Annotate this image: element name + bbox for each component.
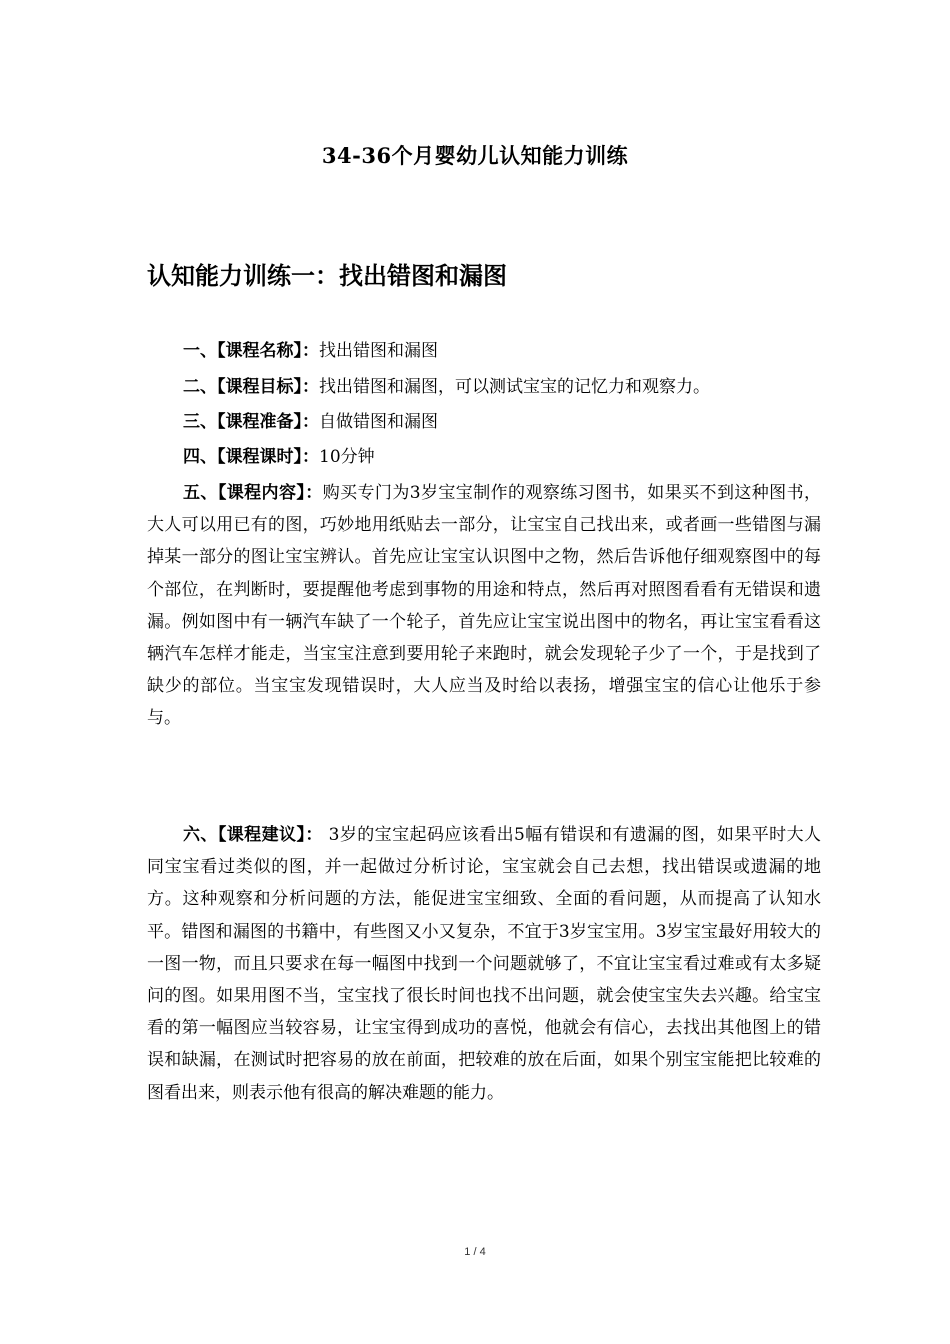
course-advice-label: 六、【课程建议】：: [183, 825, 323, 845]
course-name-item: [183, 340, 438, 362]
course-preparation-label: 三、【课程准备】：: [183, 412, 319, 432]
page-number: 1 / 4: [464, 1246, 486, 1258]
course-content-paragraph: [147, 477, 821, 735]
course-goal-label: 二、【课程目标】：: [183, 377, 319, 397]
course-duration-label: 四、【课程课时】：: [183, 447, 319, 467]
course-goal-item: [183, 376, 710, 398]
course-name-text: 找出错图和漏图: [319, 341, 438, 361]
section-heading: 认知能力训练一：找出错图和漏图: [147, 261, 507, 290]
course-duration-item: [183, 446, 375, 468]
course-advice-text: 3岁的宝宝起码应该看出5幅有错误和有遗漏的图，如果平时大人同宝宝看过类似的图，并一起做过分析讨论，宝宝就会自己去想，找出错误或遗漏的地方。这种观察和分析问题的方法，能促进宝宝细致、全面的看问题，从而提高了认知水平。错图和漏图的书籍中，有些图又小又复杂，不宜于3岁宝宝用。3岁宝宝最好用较大的一图一物，而且只要求在每一幅图中找到一个问题就够了，不宜让宝宝看过难或有太多疑问的图。如果用图不当，宝宝找了很长时间也找不出问题，就会使宝宝失去兴趣。给宝宝看的第一幅图应当较容易，让宝宝得到成功的喜悦，他就会有信心，去找出其他图上的错误和缺漏，在测试时把容易的放在前面，把较难的放在后面，如果个别宝宝能把比较难的图看出来，则表示他有很高的解决难题的能力。: [147, 825, 821, 1103]
course-preparation-item: [183, 411, 438, 433]
course-content-label: 五、【课程内容】：: [183, 483, 323, 503]
document-title: 34-36个月婴幼儿认知能力训练: [321, 143, 629, 168]
course-content-text: 购买专门为3岁宝宝制作的观察练习图书，如果买不到这种图书，大人可以用已有的图，巧妙地用纸贴去一部分，让宝宝自己找出来，或者画一些错图与漏掉某一部分的图让宝宝辨认。首先应让宝宝认识图中之物，然后告诉他仔细观察图中的每个部位，在判断时，要提醒他考虑到事物的用途和特点，然后再对照图看看有无错误和遗漏。例如图中有一辆汽车缺了一个轮子，首先应让宝宝说出图中的物名，再让宝宝看看这辆汽车怎样才能走，当宝宝注意到要用轮子来跑时，就会发现轮子少了一个，于是找到了缺少的部位。当宝宝发现错误时，大人应当及时给以表扬，增强宝宝的信心让他乐于参与。: [147, 483, 821, 729]
course-advice-paragraph: [147, 819, 821, 1109]
course-name-label: 一、【课程名称】：: [183, 341, 319, 361]
course-duration-text: 10分钟: [319, 447, 375, 467]
course-preparation-text: 自做错图和漏图: [319, 412, 438, 432]
course-goal-text: 找出错图和漏图，可以测试宝宝的记忆力和观察力。: [319, 377, 710, 397]
